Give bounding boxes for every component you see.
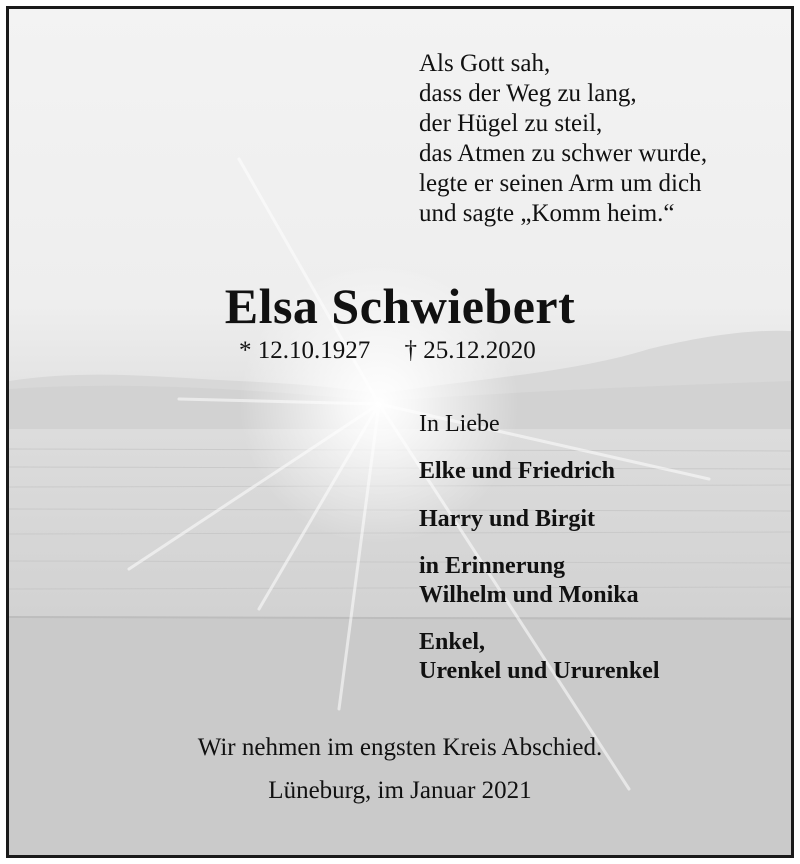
mourner-line: Elke und Friedrich — [419, 458, 616, 484]
mourner-line: Harry und Birgit — [419, 506, 596, 532]
mourners-intro: In Liebe — [419, 411, 500, 437]
farewell-note: Wir nehmen im engsten Kreis Abschied. — [197, 734, 603, 761]
poem-line: Als Gott sah, — [419, 50, 551, 77]
deceased-name: Elsa Schwiebert — [224, 278, 576, 334]
poem-line: dass der Weg zu lang, — [419, 80, 637, 107]
poem-line: legte er seinen Arm um dich — [419, 170, 702, 197]
poem-line: und sagte „Komm heim.“ — [419, 200, 675, 227]
place-and-date: Lüneburg, im Januar 2021 — [268, 777, 532, 804]
birth-date: * 12.10.1927 — [239, 337, 371, 364]
grandchildren-line: Urenkel und Ururenkel — [419, 658, 660, 684]
death-date: † 25.12.2020 — [404, 337, 536, 364]
memory-intro: in Erinnerung — [419, 553, 566, 579]
life-dates — [239, 337, 536, 365]
poem-line: der Hügel zu steil, — [419, 110, 603, 137]
obituary-frame — [6, 6, 794, 858]
grandchildren-line: Enkel, — [419, 629, 486, 655]
memory-names: Wilhelm und Monika — [419, 582, 639, 608]
poem-line: das Atmen zu schwer wurde, — [419, 140, 708, 167]
poem — [419, 49, 707, 229]
